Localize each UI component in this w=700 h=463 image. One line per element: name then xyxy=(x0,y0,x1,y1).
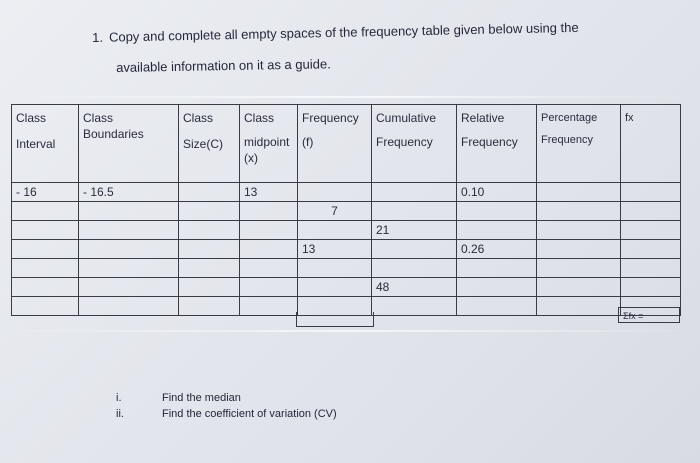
table-cell xyxy=(240,297,298,316)
table-cell xyxy=(240,202,298,221)
table-cell xyxy=(372,183,457,202)
header-class-size: Class Size(C) xyxy=(179,105,240,183)
table-cell xyxy=(179,202,240,221)
table-cell xyxy=(298,259,372,278)
table-cell xyxy=(372,259,457,278)
table-cell xyxy=(179,221,240,240)
table-cell: 0.10 xyxy=(457,183,537,202)
table-cell xyxy=(179,297,240,316)
frequency-total-cell xyxy=(296,312,374,327)
table-cell xyxy=(79,240,179,259)
table-cell xyxy=(537,297,621,316)
header-cumulative-frequency: Cumulative Frequency xyxy=(372,105,457,183)
table-cell xyxy=(79,297,179,316)
table-cell: 13 xyxy=(240,183,298,202)
question-text-continued: available information on it as a guide. xyxy=(116,56,331,75)
table-cell xyxy=(240,221,298,240)
header-class-boundaries: Class Boundaries xyxy=(79,105,179,183)
table-cell xyxy=(179,183,240,202)
task-text: Find the coefficient of variation (CV) xyxy=(162,408,337,420)
table-cell xyxy=(12,259,79,278)
table-cell xyxy=(12,202,79,221)
task-numeral: i. xyxy=(116,392,122,404)
table-cell xyxy=(621,278,681,297)
task-list xyxy=(116,392,337,424)
header-relative-frequency: Relative Frequency xyxy=(457,105,537,183)
table-cell xyxy=(79,202,179,221)
table-cell xyxy=(372,202,457,221)
table-cell xyxy=(298,183,372,202)
table-cell xyxy=(298,221,372,240)
table-cell xyxy=(12,278,79,297)
table-cell xyxy=(621,202,681,221)
table-row xyxy=(12,259,681,278)
table-cell: 21 xyxy=(372,221,457,240)
question-text: Copy and complete all empty spaces of the frequency table given below using the xyxy=(108,19,579,45)
table-cell xyxy=(537,183,621,202)
table-cell xyxy=(240,240,298,259)
sum-fx-box: Σfx = xyxy=(618,307,680,323)
table-cell xyxy=(537,240,621,259)
table-cell xyxy=(621,221,681,240)
task-numeral: ii. xyxy=(116,408,124,420)
table-cell xyxy=(621,240,681,259)
table-cell xyxy=(79,259,179,278)
list-item xyxy=(116,408,337,424)
table-cell xyxy=(179,259,240,278)
table-cell xyxy=(12,240,79,259)
table-cell: 13 xyxy=(298,240,372,259)
header-fx: fx xyxy=(621,105,681,183)
table-cell xyxy=(372,297,457,316)
table-cell: 7 xyxy=(298,202,372,221)
table-cell: 0.26 xyxy=(457,240,537,259)
table-cell xyxy=(621,183,681,202)
paper-fold-line xyxy=(0,96,700,98)
table-cell xyxy=(79,221,179,240)
table-cell xyxy=(179,278,240,297)
question-title xyxy=(92,20,579,45)
question-number: 1. xyxy=(92,29,104,45)
frequency-table xyxy=(11,104,681,316)
table-cell xyxy=(457,221,537,240)
table-cell: - 16 xyxy=(12,183,79,202)
table-cell xyxy=(240,278,298,297)
table-cell xyxy=(537,202,621,221)
header-class-midpoint: Class midpoint (x) xyxy=(240,105,298,183)
table-row xyxy=(12,202,681,221)
header-class-interval: Class Interval xyxy=(12,105,79,183)
paper-fold-line xyxy=(0,330,700,332)
table-cell xyxy=(621,259,681,278)
table-cell xyxy=(179,240,240,259)
table-cell xyxy=(537,259,621,278)
header-percentage-frequency: Percentage Frequency xyxy=(537,105,621,183)
table-row xyxy=(12,221,681,240)
table-row xyxy=(12,240,681,259)
table-cell xyxy=(79,278,179,297)
table-cell: 48 xyxy=(372,278,457,297)
table-cell: - 16.5 xyxy=(79,183,179,202)
list-item xyxy=(116,392,337,408)
table-cell xyxy=(298,278,372,297)
table-cell xyxy=(12,297,79,316)
table-header-row xyxy=(12,105,681,183)
table-row xyxy=(12,278,681,297)
table-cell xyxy=(457,297,537,316)
table-cell xyxy=(457,202,537,221)
table-cell xyxy=(457,259,537,278)
table-cell xyxy=(240,259,298,278)
header-frequency: Frequency (f) xyxy=(298,105,372,183)
table-cell xyxy=(537,278,621,297)
task-text: Find the median xyxy=(162,392,241,404)
table-cell xyxy=(372,240,457,259)
table-row xyxy=(12,183,681,202)
table-cell xyxy=(12,221,79,240)
table-cell xyxy=(457,278,537,297)
table-cell xyxy=(537,221,621,240)
